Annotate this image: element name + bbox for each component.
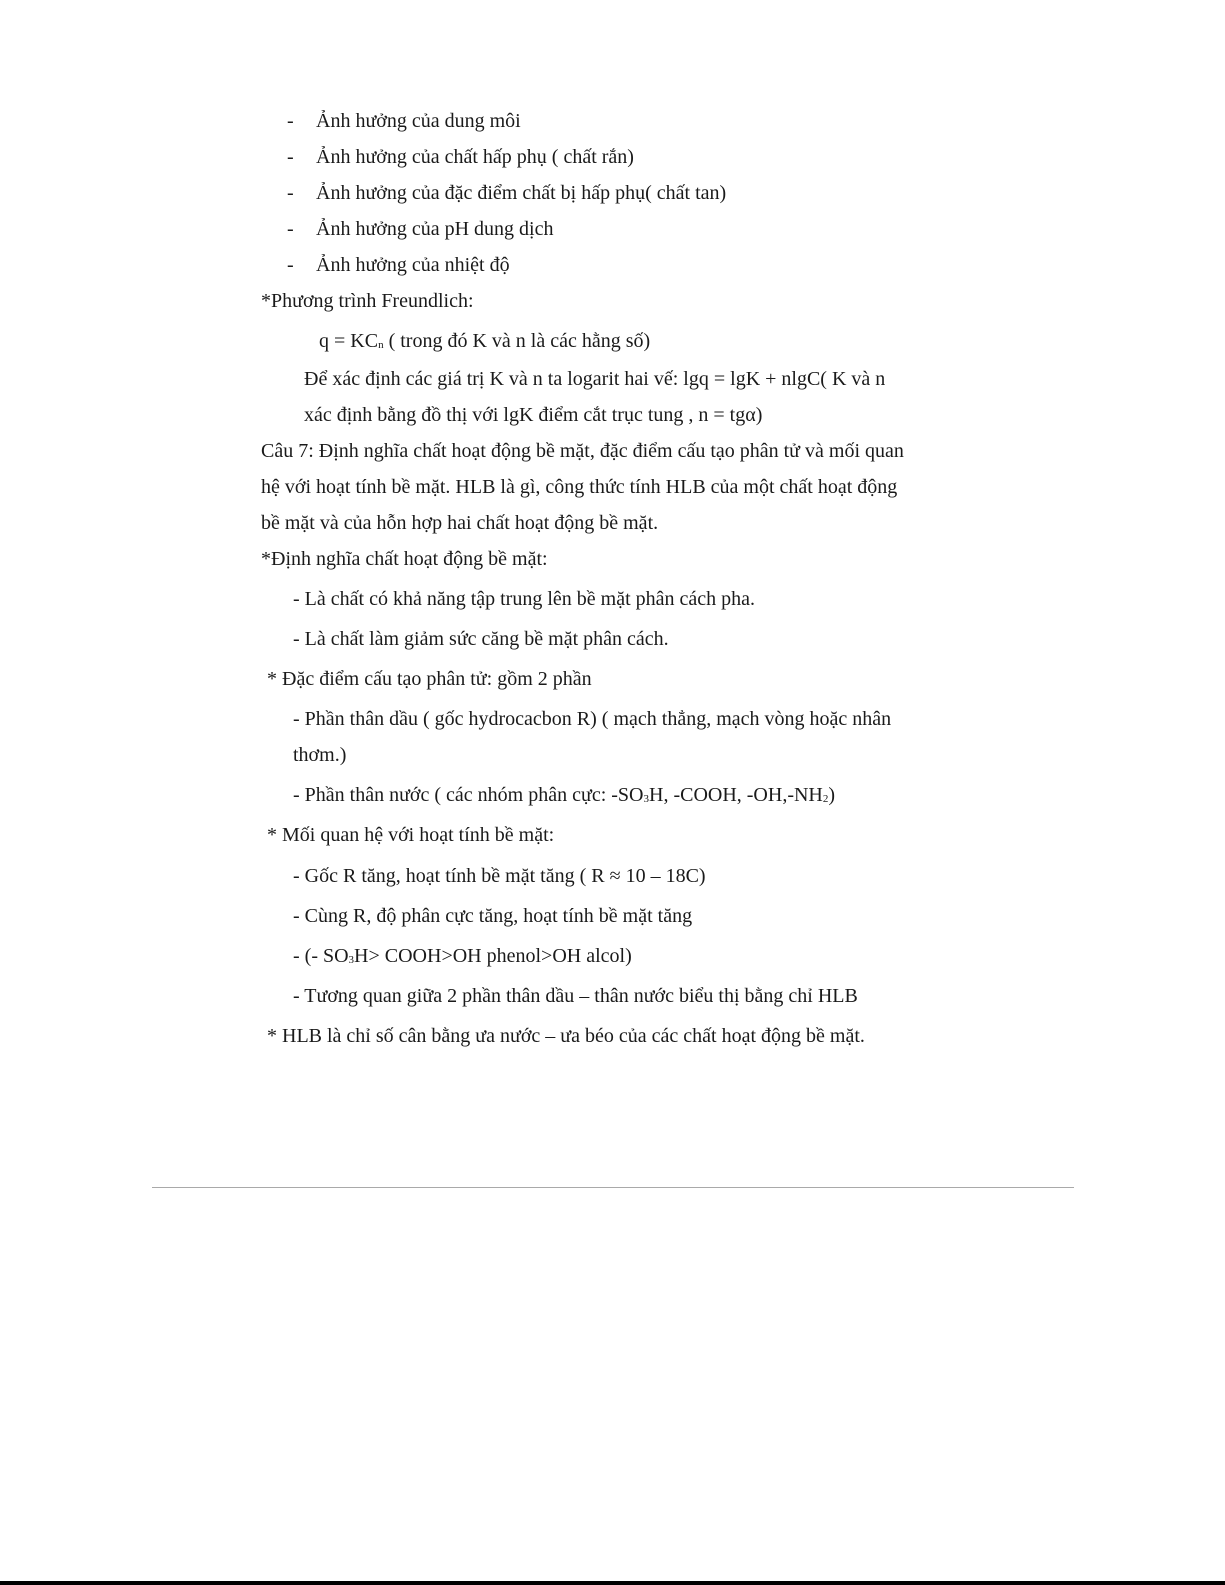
structure-item-1-line-2: thơm.): [293, 744, 347, 766]
question-7-line-3: bề mặt và của hỗn hợp hai chất hoạt động bề mặt.: [261, 512, 659, 534]
structure-item-2-suffix: ): [828, 784, 836, 806]
bullet-marker: -: [287, 254, 294, 276]
subscript: 3: [348, 954, 355, 966]
relation-item-3: [293, 944, 632, 972]
freundlich-log-line-1: Để xác định các giá trị K và n ta logarit hai vế: lgq = lgK + nlgC( K và n: [304, 368, 886, 390]
structure-item-2-prefix: - Phần thân nước ( các nhóm phân cực: -SO: [293, 784, 644, 806]
equation-subscript: n: [378, 339, 384, 351]
structure-item-1-line-1: - Phần thân dầu ( gốc hydrocacbon R) ( mạch thẳng, mạch vòng hoặc nhân: [293, 708, 892, 730]
freundlich-equation: [319, 329, 650, 357]
relation-item-1: - Gốc R tăng, hoạt tính bề mặt tăng ( R ≈ 10 – 18C): [293, 865, 706, 887]
bullet-item-solvent: Ảnh hưởng của dung môi: [316, 110, 521, 132]
question-7-line-2: hệ với hoạt tính bề mặt. HLB là gì, công thức tính HLB của một chất hoạt động: [261, 476, 898, 498]
structure-heading: * Đặc điểm cấu tạo phân tử: gồm 2 phần: [267, 668, 592, 690]
structure-item-2: [293, 783, 835, 811]
equation-prefix: q = KC: [319, 330, 379, 352]
bullet-marker: -: [287, 146, 294, 168]
definition-item-1: - Là chất có khả năng tập trung lên bề mặt phân cách pha.: [293, 588, 756, 610]
bullet-item-ph: Ảnh hưởng của pH dung dịch: [316, 218, 554, 240]
page-divider: [152, 1187, 1074, 1188]
relation-item-4: - Tương quan giữa 2 phần thân dầu – thân nước biểu thị bằng chỉ HLB: [293, 985, 858, 1007]
relation-heading: * Mối quan hệ với hoạt tính bề mặt:: [267, 824, 555, 846]
relation-item-3-suffix: H> COOH>OH phenol>OH alcol): [354, 945, 632, 967]
subscript: 3: [643, 793, 649, 805]
bullet-marker: -: [287, 182, 294, 204]
definition-heading: *Định nghĩa chất hoạt động bề mặt:: [261, 548, 548, 570]
bullet-item-adsorbent: Ảnh hưởng của chất hấp phụ ( chất rắn): [316, 146, 634, 168]
definition-item-2: - Là chất làm giảm sức căng bề mặt phân cách.: [293, 628, 669, 650]
relation-item-2: - Cùng R, độ phân cực tăng, hoạt tính bề mặt tăng: [293, 905, 693, 927]
question-7-line-1: Câu 7: Định nghĩa chất hoạt động bề mặt, đặc điểm cấu tạo phân tử và mối quan: [261, 440, 904, 462]
bullet-marker: -: [287, 218, 294, 240]
bottom-border: [0, 1581, 1225, 1585]
subscript: 2: [822, 793, 829, 805]
freundlich-heading: *Phương trình Freundlich:: [261, 290, 474, 312]
bullet-item-temperature: Ảnh hưởng của nhiệt độ: [316, 254, 510, 276]
hlb-definition: * HLB là chỉ số cân bằng ưa nước – ưa béo của các chất hoạt động bề mặt.: [267, 1025, 865, 1047]
bullet-item-adsorbate: Ảnh hưởng của đặc điểm chất bị hấp phụ( chất tan): [316, 182, 727, 204]
relation-item-3-prefix: - (- SO: [293, 945, 349, 967]
freundlich-log-line-2: xác định bằng đồ thị với lgK điểm cắt trục tung , n = tgα): [304, 404, 763, 426]
structure-item-2-middle: H, -COOH, -OH,-NH: [649, 784, 823, 806]
equation-suffix: ( trong đó K và n là các hằng số): [383, 330, 651, 352]
bullet-marker: -: [287, 110, 294, 132]
